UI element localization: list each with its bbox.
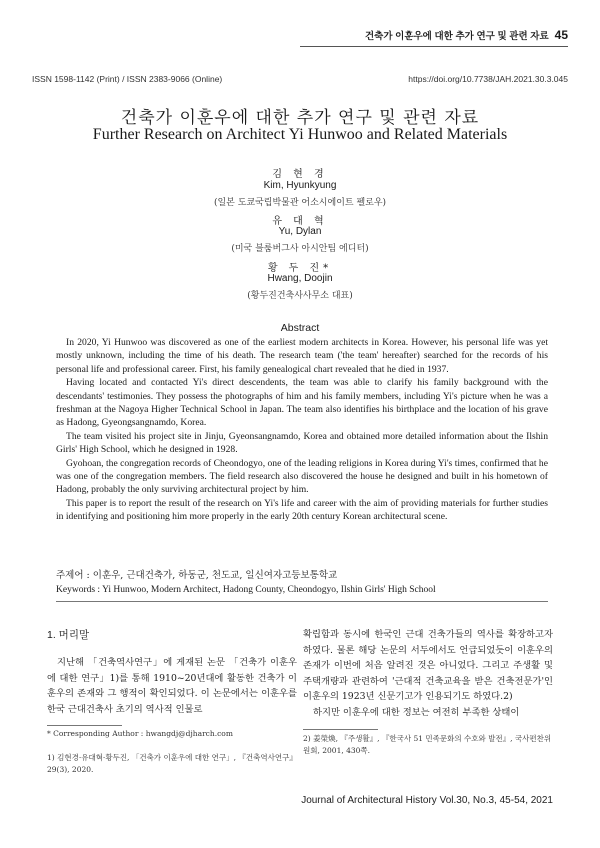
header-rule <box>300 46 568 47</box>
abstract-heading: Abstract <box>280 322 320 334</box>
page-number: 45 <box>554 28 568 42</box>
author-1-english: Kim, Hyunkyung <box>263 180 337 191</box>
abstract-paragraph: Gyohoan, the congregation records of Cheondogyo, one of the leading religions in Korea during Yi's times, confirmed that he was one of the congregation members. The field research also discovered the house he designed and built in his hometown of Hadong, probably the only surviving architectural project by him. <box>56 457 548 496</box>
title-english: Further Research on Architect Yi Hunwoo and Related Materials <box>92 126 508 143</box>
footnote-rule <box>47 725 122 726</box>
author-3-english: Hwang, Doojin <box>267 273 333 284</box>
author-1-korean: 김 현 경 <box>272 169 328 180</box>
author-3-korean: 황 두 진* <box>267 263 333 274</box>
body-column-left <box>47 655 297 717</box>
abstract-paragraph: Having located and contacted Yi's direct descendents, the team was able to clarify his family background with the descendants' testimonies. They possess the photographs of him and his family members, including Yi's picture when he was a freshman at the Nagoya Higher Technical School in Japan. The team also identifies his birthplace and the location of his grave as Hadong, Gyeongsangnamdo, Korea. <box>56 377 548 429</box>
body-column-right <box>303 627 553 721</box>
abstract-body <box>56 336 548 524</box>
author-2-english: Yu, Dylan <box>278 226 322 237</box>
body-paragraph: 지난해 「건축역사연구」에 게재된 논문 「건축가 이훈우에 대한 연구」1)를 통해 1910~20년대에 활동한 건축가 이훈우의 존재와 그 행적이 확인되었다. 이 논문에서는 이훈우를 한국 근대건축사 초기의 역사적 인물로 <box>47 657 297 715</box>
keywords-english: Keywords : Yi Hunwoo, Modern Architect, Hadong County, Cheondogyo, Ilshin Girls' High School <box>56 585 436 595</box>
body-paragraph: 확립함과 동시에 한국인 근대 건축가들의 역사를 확장하고자 하였다. 물론 해당 논문의 서두에서도 언급되었듯이 이훈우의 존재가 이번에 처음 알려진 것은 아니었다. 그리고 주생활 및 주택개량과 관련하여 '근대적 건축교육을 받은 건축전문가'인 이훈우의 1923년 신문기고가 인용되기도 하였다.2) <box>303 629 553 703</box>
title-korean: 건축가 이훈우에 대한 추가 연구 및 관련 자료 <box>120 108 480 128</box>
section-heading: 1. 머리말 <box>47 629 90 641</box>
abstract-paragraph: The team visited his project site in Jinju, Gyeonsangnamdo, Korea and obtained more detailed information about the Ilshin Girls' High School, which he designed in 1928. <box>56 430 548 456</box>
keywords-korean: 주제어 : 이훈우, 근대건축가, 하동군, 천도교, 일신여자고등보통학교 <box>56 570 338 581</box>
author-2-korean: 유 대 혁 <box>272 216 328 227</box>
abstract-paragraph: This paper is to report the result of the research on Yi's life and career with the aim of providing materials for further studies in identifying and positioning him more properly in the early 20th century Korean architectural scene. <box>56 497 548 523</box>
keywords-rule <box>56 601 548 602</box>
running-title: 건축가 이훈우에 대한 추가 연구 및 관련 자료 <box>364 31 549 42</box>
author-2-affiliation: (미국 블룸버그사 아시안팀 에디터) <box>231 244 369 254</box>
running-head <box>365 28 568 42</box>
author-3-affiliation: (황두진건축사사무소 대표) <box>247 291 353 301</box>
corresponding-author: * Corresponding Author : hwangdj@djharch.com <box>47 729 233 738</box>
issn: ISSN 1598-1142 (Print) / ISSN 2383-9066 (Online) <box>32 74 223 84</box>
footnote-rule <box>303 729 378 730</box>
body-paragraph: 하지만 이훈우에 대한 정보는 여전히 부족한 상태이 <box>313 706 520 718</box>
footnote-2: 2) 姜榮煥, 『주생활』, 『한국사 51 민족문화의 수호와 발전』, 국사편찬위원회, 2001, 430쪽. <box>303 734 552 755</box>
keywords-block <box>56 568 548 598</box>
doi-link[interactable]: https://doi.org/10.7738/JAH.2021.30.3.045 <box>408 74 568 84</box>
footnote-1: 1) 김현경·유대혁·황두진, 「건축가 이훈우에 대한 연구」, 『건축역사연구』 29(3), 2020. <box>47 753 297 774</box>
journal-footer: Journal of Architectural History Vol.30, No.3, 45-54, 2021 <box>301 795 553 806</box>
author-1-affiliation: (일본 도쿄국립박물관 어소시에이트 펠로우) <box>213 198 387 208</box>
abstract-paragraph: In 2020, Yi Hunwoo was discovered as one of the earliest modern architects in Korea. However, his personal life was yet mostly unknown, including the time of his death. The research team ('the team' hereafter) searched for the records of his personal life and professional career. First, his family genealogical chart revealed that he died in 1937. <box>56 337 548 375</box>
